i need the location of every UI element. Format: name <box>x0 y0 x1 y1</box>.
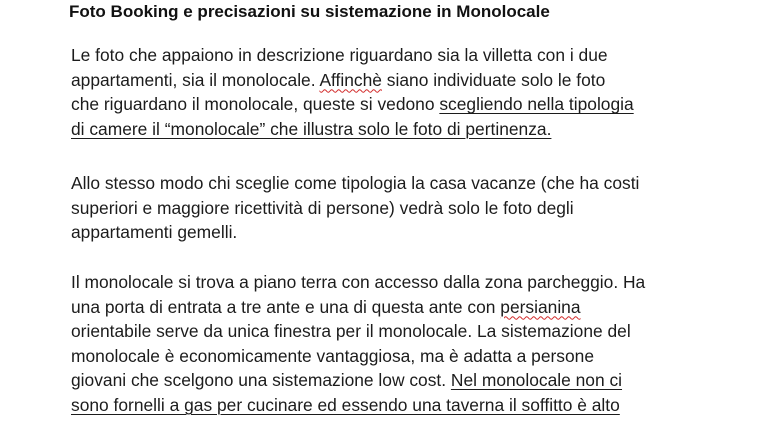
paragraph-monolocale-details <box>71 270 645 418</box>
paragraph-photos-description <box>71 43 634 141</box>
text-run: che riguardano il monolocale, queste si vedono <box>71 94 440 115</box>
text-line <box>71 43 634 68</box>
underlined-text: scegliendo nella tipologia <box>439 94 634 115</box>
text-line: superiori e maggiore ricettività di persone) vedrà solo le foto degli <box>71 197 574 218</box>
text-line <box>71 92 634 117</box>
underlined-text: di camere il “monolocale” che illustra solo le foto di pertinenza. <box>71 118 552 139</box>
text-run: Le foto che appaiono in descrizione riguardano sia la villetta con i due <box>71 45 608 65</box>
spellcheck-word[interactable]: persianina <box>500 296 581 317</box>
text-run: una porta di entrata a tre ante e una di questa ante con <box>71 296 501 317</box>
text-run: siano individuate solo le foto <box>381 69 606 90</box>
text-line <box>71 393 645 418</box>
spellcheck-word[interactable]: Affinchè <box>319 69 382 90</box>
text-line: monolocale è economicamente vantaggiosa, ma è adatta a persone <box>71 345 595 366</box>
text-line <box>71 117 634 142</box>
underlined-text: sono fornelli a gas per cucinare ed essendo una taverna il soffitto è alto <box>71 394 620 415</box>
text-line: Allo stesso modo chi sceglie come tipologia la casa vacanze (che ha costi <box>71 173 640 193</box>
text-line <box>71 368 645 393</box>
paragraph-holiday-house <box>71 171 639 245</box>
text-run: giovani che scelgono una sistemazione low cost. <box>71 370 451 391</box>
text-line <box>71 295 645 320</box>
text-run: appartamenti, sia il monolocale. <box>71 69 320 90</box>
text-line <box>71 68 634 93</box>
underlined-text: Nel monolocale non ci <box>450 370 623 391</box>
document-title: Foto Booking e precisazioni su sistemazione in Monolocale <box>69 2 550 21</box>
text-line: orientabile serve da unica finestra per il monolocale. La sistemazione del <box>71 321 631 342</box>
text-line: Il monolocale si trova a piano terra con accesso dalla zona parcheggio. Ha <box>71 272 646 292</box>
text-line: appartamenti gemelli. <box>71 222 238 243</box>
